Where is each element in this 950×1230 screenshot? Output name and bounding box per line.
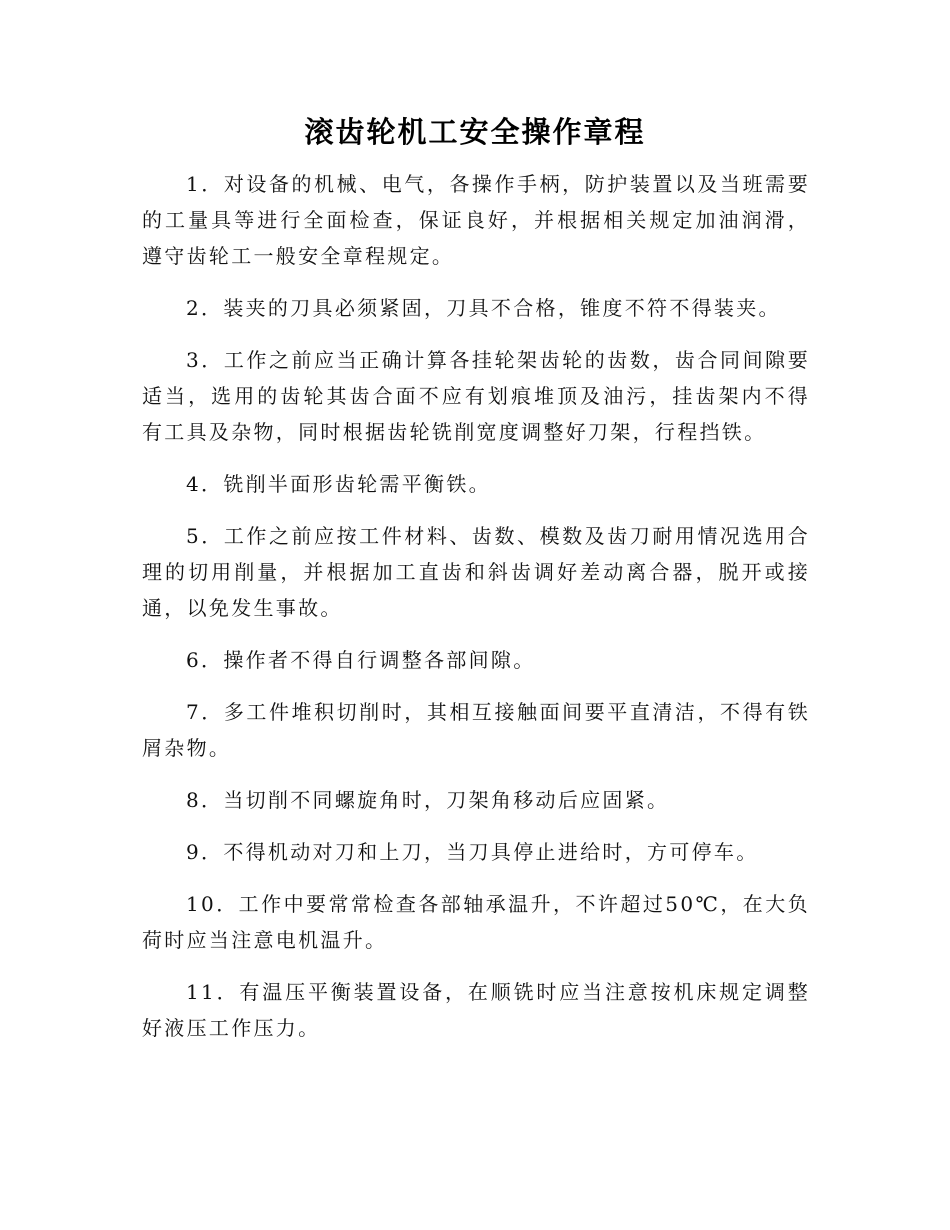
paragraph-10: 10．工作中要常常检查各部轴承温升，不许超过50℃，在大负荷时应当注意电机温升。 — [142, 892, 810, 952]
paragraph-6: 6．操作者不得自行调整各部间隙。 — [186, 648, 536, 672]
paragraph-9: 9．不得机动对刀和上刀，当刀具停止进给时，方可停车。 — [186, 840, 759, 864]
paragraph-3: 3．工作之前应当正确计算各挂轮架齿轮的齿数，齿合同间隙要适当，选用的齿轮其齿合面不应有划痕堆顶及油污，挂齿架内不得有工具及杂物，同时根据齿轮铣削宽度调整好刀架，行程挡铁。 — [142, 348, 810, 444]
paragraph-5: 5．工作之前应按工件材料、齿数、模数及齿刀耐用情况选用合理的切用削量，并根据加工直齿和斜齿调好差动离合器，脱开或接通，以免发生事故。 — [142, 524, 810, 620]
document-title: 滚齿轮机工安全操作章程 — [304, 115, 646, 149]
document-body — [142, 166, 810, 1062]
paragraph-11: 11．有温压平衡装置设备，在顺铣时应当注意按机床规定调整好液压工作压力。 — [142, 980, 810, 1040]
paragraph-7: 7．多工件堆积切削时，其相互接触面间要平直清洁，不得有铁屑杂物。 — [142, 700, 810, 760]
paragraph-2: 2．装夹的刀具必须紧固，刀具不合格，锥度不符不得装夹。 — [186, 296, 781, 320]
paragraph-8: 8．当切削不同螺旋角时，刀架角移动后应固紧。 — [186, 788, 670, 812]
paragraph-1: 1．对设备的机械、电气，各操作手柄，防护装置以及当班需要的工量具等进行全面检查，保证良好，并根据相关规定加油润滑，遵守齿轮工一般安全章程规定。 — [142, 172, 810, 268]
paragraph-4: 4．铣削半面形齿轮需平衡铁。 — [186, 472, 491, 496]
